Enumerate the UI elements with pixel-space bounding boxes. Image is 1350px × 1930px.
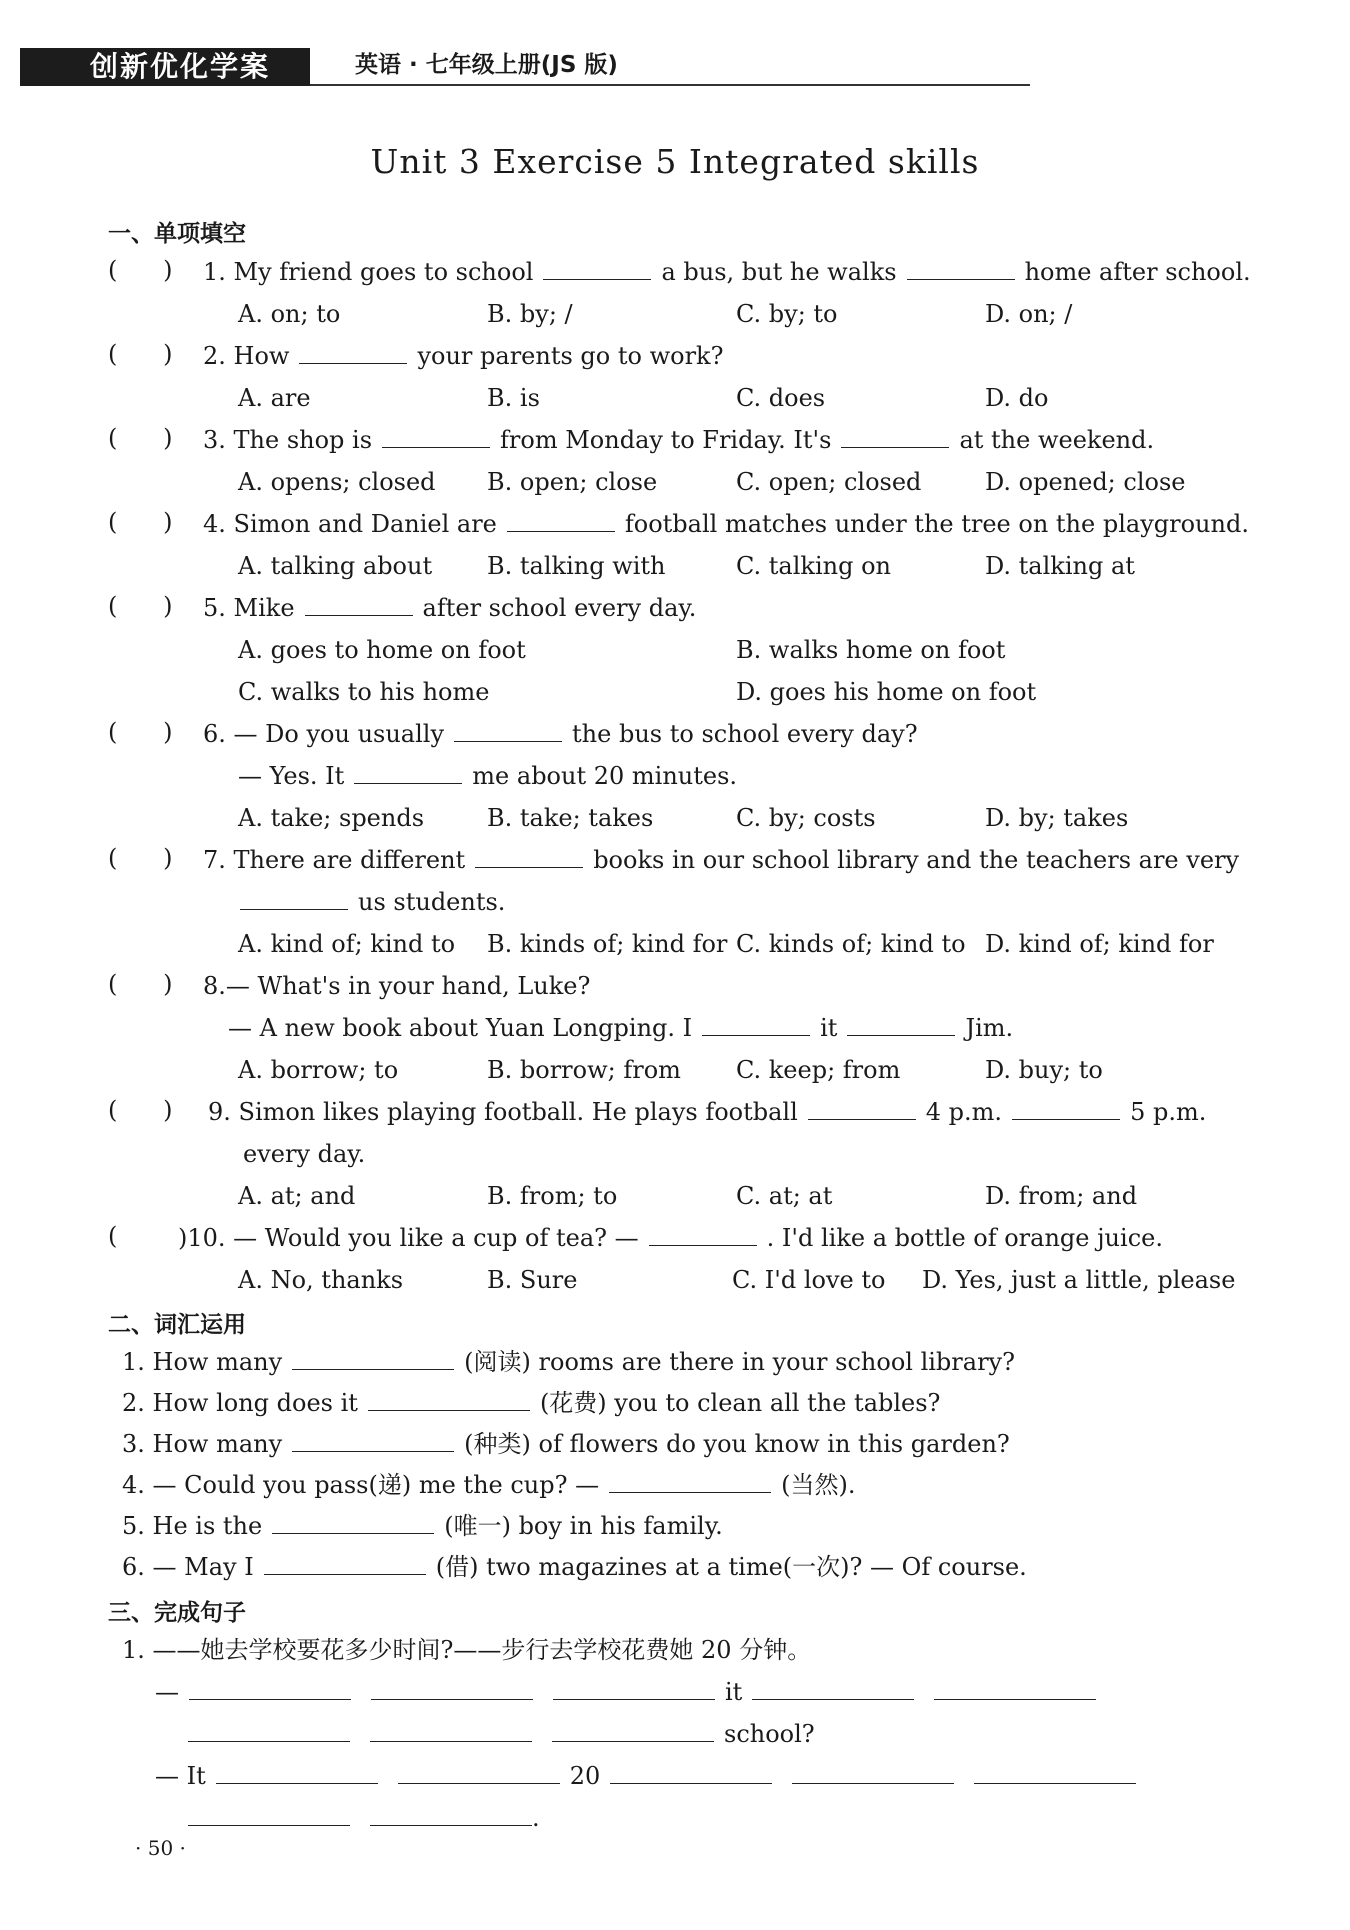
option-d: D. talking at: [985, 552, 1135, 580]
complete-line-2: [178, 1718, 815, 1750]
answer-blank[interactable]: [792, 1761, 954, 1784]
question-text: — Yes. It: [238, 762, 345, 790]
answer-blank[interactable]: [188, 1719, 350, 1742]
answer-blank[interactable]: [507, 509, 615, 532]
answer-paren: ( ): [108, 1096, 173, 1124]
answer-blank[interactable]: [752, 1677, 914, 1700]
page-title: Unit 3 Exercise 5 Integrated skills: [370, 142, 980, 181]
question-2: [203, 340, 723, 372]
question-text: from Monday to Friday. It's: [500, 426, 832, 454]
answer-blank[interactable]: [543, 257, 651, 280]
section-heading-3: 三、完成句子: [108, 1600, 246, 1626]
answer-paren: ( ): [108, 718, 173, 746]
option-a: A. opens; closed: [238, 468, 436, 496]
option-d: D. by; takes: [985, 804, 1129, 832]
question-5: [203, 592, 696, 624]
answer-blank[interactable]: [368, 1388, 530, 1411]
answer-blank[interactable]: [370, 1719, 532, 1742]
complete-line-3: [155, 1760, 1146, 1792]
answer-blank[interactable]: [841, 425, 949, 448]
vocab-item-6: [122, 1551, 1027, 1583]
answer-blank[interactable]: [702, 1013, 810, 1036]
answer-blank[interactable]: [382, 425, 490, 448]
vocab-text: (借) two magazines at a time(一次)? — Of course.: [435, 1553, 1027, 1581]
vocab-item-2: [122, 1387, 940, 1419]
answer-blank[interactable]: [609, 1470, 771, 1493]
question-8-reply: [228, 1012, 1013, 1044]
complete-line-4: [178, 1802, 540, 1834]
option-b: B. talking with: [487, 552, 666, 580]
answer-blank[interactable]: [553, 1677, 715, 1700]
question-10: [178, 1222, 1163, 1254]
answer-blank[interactable]: [974, 1761, 1136, 1784]
question-1: [203, 256, 1251, 288]
option-b: B. is: [487, 384, 540, 412]
question-7: [203, 844, 1239, 876]
option-b: B. from; to: [487, 1182, 618, 1210]
page-number: · 50 ·: [135, 1836, 186, 1860]
answer-blank[interactable]: [808, 1097, 916, 1120]
option-d: D. goes his home on foot: [736, 678, 1037, 706]
answer-blank[interactable]: [907, 257, 1015, 280]
option-a: A. No, thanks: [238, 1266, 404, 1294]
sentence-text: — It: [155, 1762, 206, 1790]
option-a: A. on; to: [238, 300, 341, 328]
sentence-text: .: [532, 1804, 540, 1832]
question-text: 3. The shop is: [203, 426, 373, 454]
option-c: C. at; at: [736, 1182, 833, 1210]
option-d: D. buy; to: [985, 1056, 1103, 1084]
vocab-text: 6. — May I: [122, 1553, 254, 1581]
answer-blank[interactable]: [354, 761, 462, 784]
option-d: D. opened; close: [985, 468, 1186, 496]
answer-paren: ( ): [108, 340, 173, 368]
vocab-text: (当然).: [781, 1471, 856, 1499]
option-b: B. open; close: [487, 468, 658, 496]
vocab-item-3: [122, 1428, 1010, 1460]
answer-paren: ( ): [108, 592, 173, 620]
option-b: B. Sure: [487, 1266, 578, 1294]
question-9: [208, 1096, 1206, 1128]
option-c: C. by; costs: [736, 804, 876, 832]
option-d: D. Yes, just a little, please: [922, 1266, 1236, 1294]
answer-blank[interactable]: [370, 1803, 532, 1826]
vocab-text: (阅读) rooms are there in your school library?: [464, 1348, 1015, 1376]
vocab-item-1: [122, 1346, 1015, 1378]
vocab-text: 1. How many: [122, 1348, 283, 1376]
option-c: C. open; closed: [736, 468, 922, 496]
answer-blank[interactable]: [934, 1677, 1096, 1700]
option-c: C. keep; from: [736, 1056, 901, 1084]
option-b: B. take; takes: [487, 804, 654, 832]
question-text: the bus to school every day?: [572, 720, 918, 748]
answer-blank[interactable]: [847, 1013, 955, 1036]
question-4: [203, 508, 1249, 540]
question-text: 7. There are different: [203, 846, 466, 874]
option-b: B. by; /: [487, 300, 573, 328]
answer-paren: ( ): [108, 844, 173, 872]
section-heading-2: 二、词汇运用: [108, 1312, 246, 1338]
question-text: 5 p.m.: [1130, 1098, 1207, 1126]
answer-blank[interactable]: [292, 1347, 454, 1370]
option-d: D. from; and: [985, 1182, 1138, 1210]
option-b: B. borrow; from: [487, 1056, 681, 1084]
option-c: C. by; to: [736, 300, 838, 328]
question-text: a bus, but he walks: [661, 258, 897, 286]
question-text: 1. My friend goes to school: [203, 258, 534, 286]
answer-blank[interactable]: [264, 1552, 426, 1575]
sentence-text: school?: [724, 1720, 815, 1748]
question-9-cont: every day.: [243, 1140, 366, 1168]
answer-paren: (: [108, 1222, 164, 1250]
vocab-item-5: [122, 1510, 723, 1542]
answer-blank[interactable]: [240, 887, 348, 910]
answer-blank[interactable]: [216, 1761, 378, 1784]
answer-blank[interactable]: [299, 341, 407, 364]
subject-label: 英语 · 七年级上册(JS 版): [355, 52, 618, 78]
answer-paren: ( ): [108, 424, 173, 452]
answer-blank[interactable]: [1012, 1097, 1120, 1120]
vocab-text: (唯一) boy in his family.: [444, 1512, 723, 1540]
answer-blank[interactable]: [610, 1761, 772, 1784]
question-8: [203, 970, 590, 1002]
answer-blank[interactable]: [189, 1677, 351, 1700]
option-c: C. does: [736, 384, 826, 412]
option-b: B. kinds of; kind for: [487, 930, 728, 958]
option-a: A. borrow; to: [238, 1056, 399, 1084]
question-text: at the weekend.: [959, 426, 1155, 454]
vocab-text: (种类) of flowers do you know in this garden?: [464, 1430, 1010, 1458]
sentence-text: it: [725, 1678, 743, 1706]
question-text: 9. Simon likes playing football. He plays football: [208, 1098, 798, 1126]
question-text: Jim.: [965, 1014, 1014, 1042]
complete-question-1: 1. ——她去学校要花多少时间?——步行去学校花费她 20 分钟。: [122, 1636, 812, 1664]
complete-line-1: [155, 1676, 1106, 1708]
option-d: D. on; /: [985, 300, 1073, 328]
question-text: 2. How: [203, 342, 290, 370]
answer-blank[interactable]: [552, 1719, 714, 1742]
option-a: A. are: [238, 384, 311, 412]
answer-blank[interactable]: [454, 719, 562, 742]
option-c: C. talking on: [736, 552, 891, 580]
brand-banner: 创新优化学案: [20, 48, 310, 86]
question-text: 6. — Do you usually: [203, 720, 445, 748]
answer-paren: ( ): [108, 508, 173, 536]
option-d: D. kind of; kind for: [985, 930, 1214, 958]
option-d: D. do: [985, 384, 1049, 412]
answer-blank[interactable]: [398, 1761, 560, 1784]
answer-paren: ( ): [108, 256, 173, 284]
question-text: after school every day.: [422, 594, 697, 622]
header-rule: [310, 84, 1030, 86]
question-text: 8.— What's in your hand, Luke?: [203, 972, 591, 1000]
question-text: football matches under the tree on the playground.: [624, 510, 1249, 538]
answer-blank[interactable]: [475, 845, 583, 868]
option-a: A. kind of; kind to: [238, 930, 456, 958]
question-text: . I'd like a bottle of orange juice.: [766, 1224, 1163, 1252]
option-c: C. I'd love to: [732, 1266, 886, 1294]
question-7-cont: [230, 886, 505, 918]
option-a: A. goes to home on foot: [238, 636, 526, 664]
answer-blank[interactable]: [292, 1429, 454, 1452]
option-c: C. kinds of; kind to: [736, 930, 966, 958]
answer-blank[interactable]: [371, 1677, 533, 1700]
option-a: A. at; and: [238, 1182, 356, 1210]
section-heading-1: 一、单项填空: [108, 221, 246, 247]
vocab-text: 2. How long does it: [122, 1389, 358, 1417]
answer-blank[interactable]: [305, 593, 413, 616]
option-a: A. talking about: [238, 552, 433, 580]
dash: —: [155, 1678, 179, 1706]
question-text: 5. Mike: [203, 594, 295, 622]
option-b: B. walks home on foot: [736, 636, 1006, 664]
question-text: — A new book about Yuan Longping. I: [228, 1014, 693, 1042]
question-text: your parents go to work?: [417, 342, 724, 370]
question-text: me about 20 minutes.: [472, 762, 738, 790]
vocab-item-4: [122, 1469, 856, 1501]
question-6-reply: [238, 760, 737, 792]
question-text: 4. Simon and Daniel are: [203, 510, 497, 538]
question-6: [203, 718, 918, 750]
question-text: 4 p.m.: [925, 1098, 1003, 1126]
vocab-text: 3. How many: [122, 1430, 283, 1458]
question-text: )10. — Would you like a cup of tea? —: [178, 1224, 639, 1252]
answer-blank[interactable]: [649, 1223, 757, 1246]
question-text: books in our school library and the teachers are very: [593, 846, 1240, 874]
vocab-text: 5. He is the: [122, 1512, 263, 1540]
question-text: it: [820, 1014, 838, 1042]
vocab-text: (花费) you to clean all the tables?: [539, 1389, 941, 1417]
option-c: C. walks to his home: [238, 678, 490, 706]
question-text: home after school.: [1024, 258, 1251, 286]
vocab-text: 4. — Could you pass(递) me the cup? —: [122, 1471, 600, 1499]
question-text: us students.: [358, 888, 506, 916]
sentence-text: 20: [569, 1762, 601, 1790]
option-a: A. take; spends: [238, 804, 425, 832]
answer-blank[interactable]: [188, 1803, 350, 1826]
answer-blank[interactable]: [272, 1511, 434, 1534]
answer-paren: ( ): [108, 970, 173, 998]
question-3: [203, 424, 1154, 456]
